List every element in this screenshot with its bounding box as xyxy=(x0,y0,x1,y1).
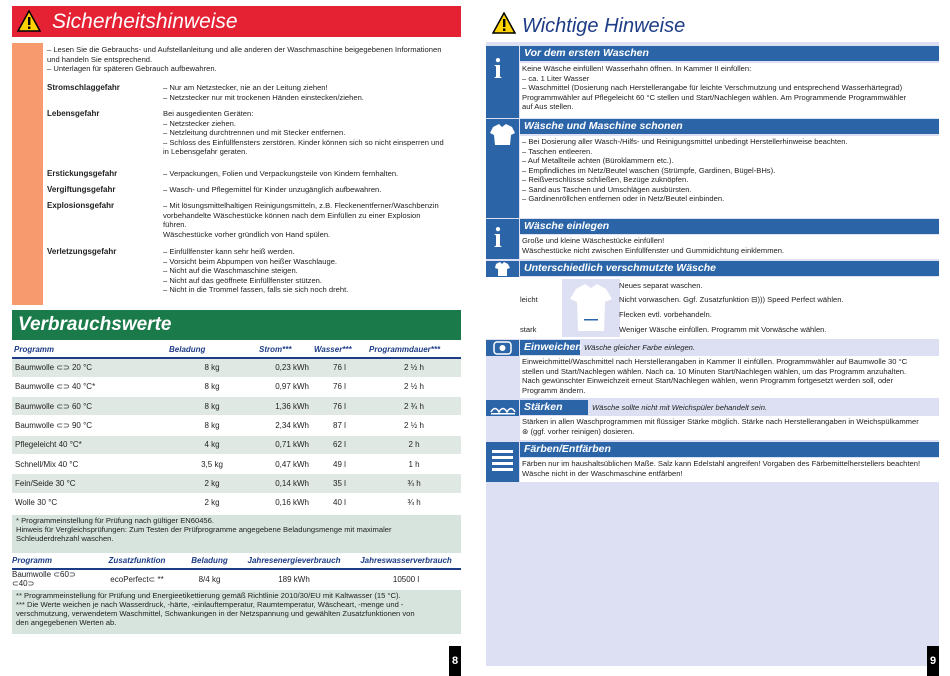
cell: 4 kg xyxy=(167,435,257,454)
cell: 2 ½ h xyxy=(367,416,461,435)
cell: ecoPerfect⊂ ** xyxy=(110,574,164,584)
col-programm: Programm xyxy=(12,553,92,569)
cell: 3,5 kg xyxy=(167,454,257,473)
table-row xyxy=(12,397,461,416)
cell: 8/4 kg xyxy=(198,574,221,584)
section-load xyxy=(486,219,939,259)
soil-text: Flecken evtl. vorbehandeln. xyxy=(619,310,712,319)
cell: 0,71 kWh xyxy=(257,435,312,454)
safety-title: Sicherheitshinweise xyxy=(52,10,238,33)
cell: 10500 l xyxy=(392,574,420,584)
cell: 76 l xyxy=(312,358,367,377)
consumption-table xyxy=(12,342,461,513)
cell: 76 l xyxy=(312,397,367,416)
shirt-icon xyxy=(486,261,519,277)
dye-icon xyxy=(486,442,519,482)
col-programm: Programm xyxy=(12,342,167,358)
cell: Baumwolle ⊂⊃ 40 °C* xyxy=(12,377,167,396)
cell: 0,14 kWh xyxy=(257,474,312,493)
soil-row xyxy=(520,278,939,293)
cell: 2,34 kWh xyxy=(257,416,312,435)
col-energie: Jahresenergieverbrauch xyxy=(237,553,351,569)
cell: 62 l xyxy=(312,435,367,454)
cell: Baumwolle ⊂⊃ 90 °C xyxy=(12,416,167,435)
soil-text: Nicht vorwaschen. Ggf. Zusatzfunktion ⊟))) Speed Perfect wählen. xyxy=(619,295,844,304)
section-body: Keine Wäsche einfüllen! Wasserhahn öffnen. In Kammer II einfüllen: – ca. 1 Liter Wasser – Waschmittel (Dosierung nach Herstellerangabe für leichte Verschmutzung und entsprechend Wasserhärtegrad) Programmwähler auf Pflegeleicht 60 °C stellen und Start/Nachlegen wählen. Am Programmende Programmwähler auf Aus stellen. xyxy=(520,63,939,118)
safety-header xyxy=(12,6,461,37)
section-body: Färben nur im haushaltsüblichen Maße. Salz kann Edelstahl angreifen! Vorgaben des Färbemittelherstellers beachten! Wäsche nicht in der Waschmaschine entfärben! xyxy=(520,458,939,482)
section-body: – Bei Dosierung aller Wasch-/Hilfs- und Reinigungsmittel unbedingt Herstellerhinweise beachten. – Taschen entleeren. – Auf Metallteile achten (Büroklammern etc.). – Empfindliches im Netz/Beutel waschen (Strümpfe, Gardinen, Bügel-BHs). – Reißverschlüsse schließen, Bezüge zuknöpfen. – Sand aus Taschen und Umschlägen ausbürsten. – Gardinenröllchen entfernen oder in Netz/Beutel einbinden. xyxy=(520,136,939,218)
cell: 49 l xyxy=(312,454,367,473)
hazard-term: Verletzungsgefahr xyxy=(47,247,117,256)
col-zusatzfunktion: Zusatzfunktion xyxy=(92,553,182,569)
section-soak xyxy=(486,340,939,398)
shirt-icon xyxy=(486,119,519,218)
section-body: Große und kleine Wäschestücke einfüllen! Wäschestücke nicht zwischen Einfüllfenster und Gummidichtung einklemmen. xyxy=(520,235,939,259)
cell: 0,16 kWh xyxy=(257,493,312,512)
hazard-desc: – Verpackungen, Folien und Verpackungsteile von Kindern fernhalten. xyxy=(163,169,399,178)
table-header-row xyxy=(12,342,461,358)
cell: 8 kg xyxy=(167,416,257,435)
cell: Baumwolle ⊂⊃ 60 °C xyxy=(12,397,167,416)
hazard-term: Lebensgefahr xyxy=(47,109,100,118)
cell: 1,36 kWh xyxy=(257,397,312,416)
section-title: Wäsche einlegen xyxy=(520,219,939,234)
cell: Baumwolle ⊂⊃ 20 °C xyxy=(12,358,167,377)
page-number-right: 9 xyxy=(927,646,939,676)
section-dye xyxy=(486,442,939,482)
safety-sidebar xyxy=(12,43,43,305)
section-subtitle: Wäsche sollte nicht mit Weichspüler behandelt sein. xyxy=(592,403,768,412)
cell: Fein/Seide 30 °C xyxy=(12,474,167,493)
cell: 2 kg xyxy=(167,474,257,493)
cell: 2 kg xyxy=(167,493,257,512)
hazard-desc: – Nur am Netzstecker, nie an der Leitung ziehen! – Netzstecker nur mit trockenen Händen einstecken/ziehen. xyxy=(163,83,364,102)
section-soiled xyxy=(486,261,939,339)
cell: 8 kg xyxy=(167,397,257,416)
soil-text: Neues separat waschen. xyxy=(619,281,703,290)
table-row xyxy=(12,435,461,454)
cell: Baumwolle ⊂60⊃ ⊂40⊃ xyxy=(12,570,76,588)
table-row xyxy=(12,377,461,396)
soil-row xyxy=(520,307,939,322)
table-row xyxy=(12,358,461,377)
col-dauer: Programmdauer*** xyxy=(367,342,461,358)
soil-label: stark xyxy=(520,325,537,334)
safety-intro: – Lesen Sie die Gebrauchs- und Aufstellanleitung und alle anderen der Waschmaschine beigegebenen Informationen und handeln Sie entsprechend. – Unterlagen für späteren Gebrauch aufbewahren. xyxy=(47,45,442,73)
page-number-left: 8 xyxy=(449,646,461,676)
cell: 0,97 kWh xyxy=(257,377,312,396)
section-title: Vor dem ersten Waschen xyxy=(520,46,939,61)
cell: 0,23 kWh xyxy=(257,358,312,377)
warning-icon xyxy=(492,12,516,34)
annual-consumption-table xyxy=(12,553,461,588)
cell: 76 l xyxy=(312,377,367,396)
safety-section xyxy=(43,43,461,305)
cell: 189 kWh xyxy=(278,574,310,584)
section-first-wash xyxy=(486,46,939,118)
col-strom: Strom*** xyxy=(257,342,312,358)
consumption-title: Verbrauchswerte xyxy=(18,314,172,335)
section-body: Einweichmittel/Waschmittel nach Herstellerangaben in Kammer II einfüllen. Programmwähler auf Baumwolle 30 °C stellen und Start/Nachlegen wählen. Nach ca. 10 Minuten Start/Nachlegen wählen, um das Programm anzuhalten. Nach gewünschter Einweichzeit erneut Start/Nachlegen wählen, wenn Programm fortgesetzt werden soll, oder Programm ändern. xyxy=(520,356,939,398)
footnote-1: * Programmeinstellung für Prüfung nach gültiger EN60456. Hinweis für Vergleichsprüfungen: Zum Testen der Prüfprogramme angegebene Beladungsmenge mit maximaler Schleuderdrehzahl waschen. xyxy=(12,515,461,553)
section-title: Unterschiedlich verschmutzte Wäsche xyxy=(520,261,939,276)
cell: 8 kg xyxy=(167,358,257,377)
cell: 35 l xyxy=(312,474,367,493)
soak-icon xyxy=(486,340,519,356)
hazard-desc: – Mit lösungsmittelhaltigen Reinigungsmitteln, z.B. Fleckenentferner/Waschbenzin vorbehandelte Wäschestücke können nach dem Einfüllen zu einer Explosion führen. Wäschestücke vorher gründlich von Hand spülen. xyxy=(163,201,439,239)
cell: 2 ¾ h xyxy=(367,397,461,416)
cell: Wolle 30 °C xyxy=(12,493,167,512)
hazard-term: Explosionsgefahr xyxy=(47,201,115,210)
hazard-desc: – Einfüllfenster kann sehr heiß werden. – Vorsicht beim Abpumpen von heißer Waschlauge. – Nicht auf die Waschmaschine steigen. – Nicht auf das geöffnete Einfüllfenster stützen. – Nicht in die Trommel fassen, falls sie sich noch dreht. xyxy=(163,247,349,294)
section-starch xyxy=(486,400,939,440)
cell: 40 l xyxy=(312,493,367,512)
section-care xyxy=(486,119,939,218)
cell: ¾ h xyxy=(367,474,461,493)
info-icon: i xyxy=(486,46,519,118)
hazard-term: Vergiftungsgefahr xyxy=(47,185,116,194)
cell: 8 kg xyxy=(167,377,257,396)
table-row xyxy=(12,416,461,435)
hazard-desc: – Wasch- und Pflegemittel für Kinder unzugänglich aufbewahren. xyxy=(163,185,382,194)
soil-text: Weniger Wäsche einfüllen. Programm mit Vorwäsche wählen. xyxy=(619,325,827,334)
footnote-2: ** Programmeinstellung für Prüfung und Energieetikettierung gemäß Richtlinie 2010/30/EU mit Kaltwasser (15 °C). *** Die Werte weichen je nach Wasserdruck, -härte, -einlauftemperatur, Raumtemperatur, Wäscheart, -menge und - verschmutzung, verwendetem Waschmittel, Schwankungen in der Netzspannung und gewählten Zusatzfunktionen von den angegebenen Werten ab. xyxy=(12,590,461,634)
soil-row xyxy=(520,292,939,307)
cell: 1 h xyxy=(367,454,461,473)
cell: 2 ½ h xyxy=(367,358,461,377)
section-title: Färben/Entfärben xyxy=(520,442,939,457)
table-row xyxy=(12,454,461,473)
col-wasser: Jahreswasserverbrauch xyxy=(351,553,461,569)
starch-icon xyxy=(486,400,519,416)
table-header-row xyxy=(12,553,461,569)
soil-row xyxy=(520,322,939,337)
section-title: Stärken xyxy=(520,400,588,415)
info-icon: i xyxy=(486,219,519,259)
cell: ¾ h xyxy=(367,493,461,512)
hazard-desc: Bei ausgedienten Geräten: – Netzstecker ziehen. – Netzleitung durchtrennen und mit Stecker entfernen. – Schloss des Einfüllfensters zerstören. Kinder können sich so nicht einsperren und in Lebensgefahr geraten. xyxy=(163,109,444,156)
table-row xyxy=(12,569,461,588)
section-title: Einweichen xyxy=(520,340,580,355)
section-body: Stärken in allen Waschprogrammen mit flüssiger Stärke möglich. Stärke nach Herstellerangaben in Weichspülkammer ⊛ (ggf. vorher reinigen) dosieren. xyxy=(520,416,939,440)
col-beladung: Beladung xyxy=(167,342,257,358)
notes-header xyxy=(486,6,939,42)
cell: Pflegeleicht 40 °C* xyxy=(12,435,167,454)
cell: 87 l xyxy=(312,416,367,435)
col-wasser: Wasser*** xyxy=(312,342,367,358)
hazard-term: Stromschlaggefahr xyxy=(47,83,120,92)
table-row xyxy=(12,474,461,493)
cell: 2 ½ h xyxy=(367,377,461,396)
cell: Schnell/Mix 40 °C xyxy=(12,454,167,473)
warning-icon xyxy=(17,10,41,32)
cell: 2 h xyxy=(367,435,461,454)
table-row xyxy=(12,493,461,512)
consumption-header xyxy=(12,310,461,340)
notes-title: Wichtige Hinweise xyxy=(522,15,686,37)
soil-label: leicht xyxy=(520,295,538,304)
section-title: Wäsche und Maschine schonen xyxy=(520,119,939,134)
hazard-term: Erstickungsgefahr xyxy=(47,169,118,178)
cell: 0,47 kWh xyxy=(257,454,312,473)
col-beladung: Beladung xyxy=(182,553,237,569)
section-subtitle: Wäsche gleicher Farbe einlegen. xyxy=(584,343,696,352)
